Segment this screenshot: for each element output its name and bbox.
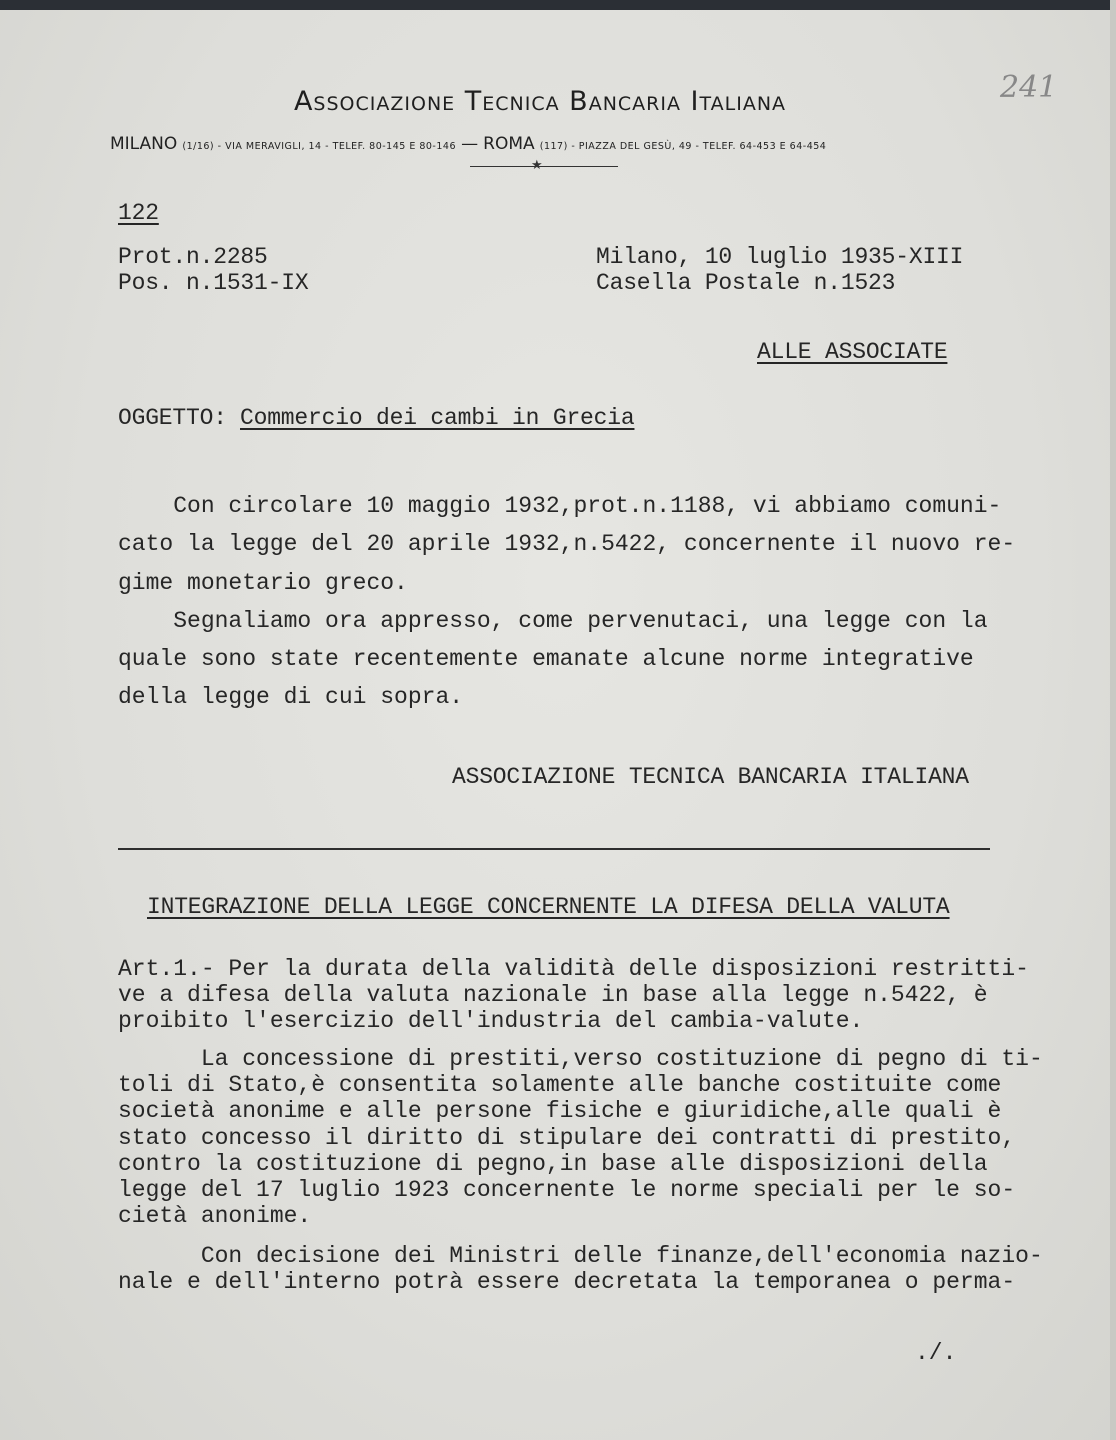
letterhead-address	[110, 134, 990, 154]
po-box: Casella Postale n.1523	[596, 270, 896, 296]
law-paragraph-3: Con decisione dei Ministri delle finanze,dell'economia nazio- nale e dell'interno potrà essere decretata la temporanea o perma-	[118, 1243, 1043, 1296]
reference-number: 122	[118, 200, 159, 226]
protocol-number: Prot.n.2285	[118, 244, 268, 270]
address-roma-details: (117) - PIAZZA DEL GESÙ, 49 - TELEF. 64-453 E 64-454	[539, 141, 827, 152]
addressee: ALLE ASSOCIATE	[757, 339, 948, 365]
address-dash: —	[461, 134, 479, 154]
address-roma-city: ROMA	[483, 134, 535, 154]
letterhead-title: Associazione Tecnica Bancaria Italiana	[293, 86, 787, 117]
law-paragraph-2: La concessione di prestiti,verso costituzione di pegno di ti- toli di Stato,è consentita solamente alle banche costituite come società anonime e alle persone fisiche e giuridiche,alle quali è stato concesso il diritto di stipulare dei contratti di prestito, contro la costituzione di pegno,in base alle disposizioni della legge del 17 luglio 1923 concernente le norme speciali per le so- cietà anonime.	[118, 1046, 1043, 1230]
handwritten-page-number: 241	[1000, 70, 1058, 105]
subject-text: Commercio dei cambi in Grecia	[240, 405, 635, 431]
date-line: Milano, 10 luglio 1935-XIII	[596, 244, 964, 270]
scan-right-edge	[1110, 0, 1116, 1440]
subject-label: OGGETTO:	[118, 405, 227, 431]
letterhead-rule	[470, 166, 618, 167]
address-milano-details: (1/16) - VIA MERAVIGLI, 14 - TELEF. 80-145 E 80-146	[182, 141, 456, 152]
continuation-mark: ./.	[915, 1340, 957, 1366]
letter-body: Con circolare 10 maggio 1932,prot.n.1188, vi abbiamo comuni- cato la legge del 20 aprile 1932,n.5422, concernente il nuovo re- gime monetario greco. Segnaliamo ora appresso, come pervenutaci, una legge con la quale sono state recentemente emanate alcune norme integrative della legge di cui sopra.	[118, 493, 1016, 711]
star-ornament-icon: ★	[531, 158, 543, 173]
signature: ASSOCIAZIONE TECNICA BANCARIA ITALIANA	[452, 764, 969, 790]
address-milano-city: MILANO	[110, 134, 178, 154]
section-separator	[118, 848, 990, 850]
scan-top-band	[0, 0, 1116, 10]
law-article-1: Art.1.- Per la durata della validità delle disposizioni restritti- ve a difesa della valuta nazionale in base alla legge n.5422, è proibito l'esercizio dell'industria del cambia-valute.	[118, 956, 1029, 1035]
law-title: INTEGRAZIONE DELLA LEGGE CONCERNENTE LA DIFESA DELLA VALUTA	[147, 894, 950, 920]
position-number: Pos. n.1531-IX	[118, 270, 309, 296]
